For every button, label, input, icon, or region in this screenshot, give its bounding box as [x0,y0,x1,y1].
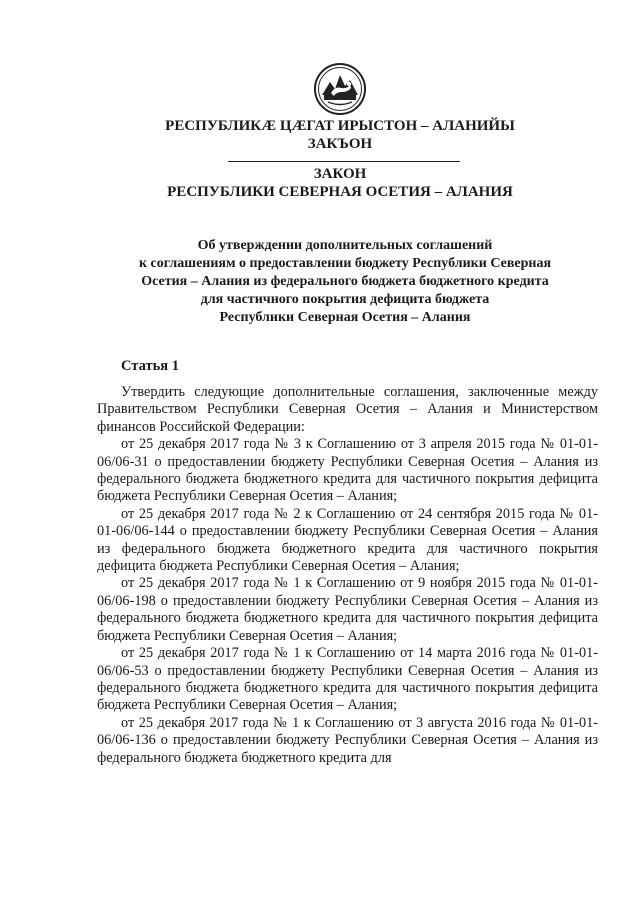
title-line-4: для частичного покрытия дефицита бюджета [200,292,490,307]
body-paragraph: от 25 декабря 2017 года № 1 к Соглашению от 3 августа 2016 года № 01-01-06/06-136 о предоставлении бюджету Республики Северная Осетия – Алания из федерального бюджета бюджетного кредита для [97,714,598,766]
body-paragraph: Утвердить следующие дополнительные соглашения, заключенные между Правительством Республики Северная Осетия – Алания и Министерством финансов Российской Федерации: [97,384,598,435]
title-line-3: Осетия – Алания из федерального бюджета бюджетного кредита [141,274,549,289]
republic-heading: РЕСПУБЛИКИ СЕВЕРНАЯ ОСЕТИЯ – АЛАНИЯ [167,184,513,200]
article-body [97,384,598,767]
ossetian-law-heading: ЗАКЪОН [307,136,373,152]
law-heading: ЗАКОН [313,166,367,182]
body-paragraph: от 25 декабря 2017 года № 1 к Соглашению от 9 ноября 2015 года № 01-01-06/06-198 о предоставлении бюджету Республики Северная Осетия – Алания из федерального бюджета бюджетного кредита для частичного покрытия дефицита бюджета Республики Северная Осетия – Алания; [97,575,598,644]
body-paragraph: от 25 декабря 2017 года № 1 к Соглашению от 14 марта 2016 года № 01-01-06/06-53 о предоставлении бюджету Республики Северная Осетия – Алания из федерального бюджета бюджетного кредита для частичного покрытия дефицита бюджета Республики Северная Осетия – Алания; [97,645,598,714]
title-line-1: Об утверждении дополнительных соглашений [197,238,493,253]
body-paragraph: от 25 декабря 2017 года № 2 к Соглашению от 24 сентября 2015 года № 01-01-06/06-144 о предоставлении бюджету Республики Северная Осетия – Алания из федерального бюджета бюджетного кредита для частичного покрытия дефицита бюджета Республики Северная Осетия – Алания; [97,505,598,575]
ossetian-republic-heading: РЕСПУБЛИКӔ ЦӔГАТ ИРЫСТОН – АЛАНИЙЫ [165,118,515,134]
coat-of-arms-icon [313,62,367,116]
title-line-5: Республики Северная Осетия – Алания [219,310,471,325]
article-heading: Статья 1 [121,358,179,374]
header-divider [228,161,460,162]
title-line-2: к соглашениям о предоставлении бюджету Республики Северная [138,256,552,271]
body-paragraph: от 25 декабря 2017 года № 3 к Соглашению от 3 апреля 2015 года № 01-01-06/06-31 о предоставлении бюджету Республики Северная Осетия – Алания из федерального бюджета бюджетного кредита для частичного покрытия дефицита бюджета Республики Северная Осетия – Алания; [97,436,598,505]
